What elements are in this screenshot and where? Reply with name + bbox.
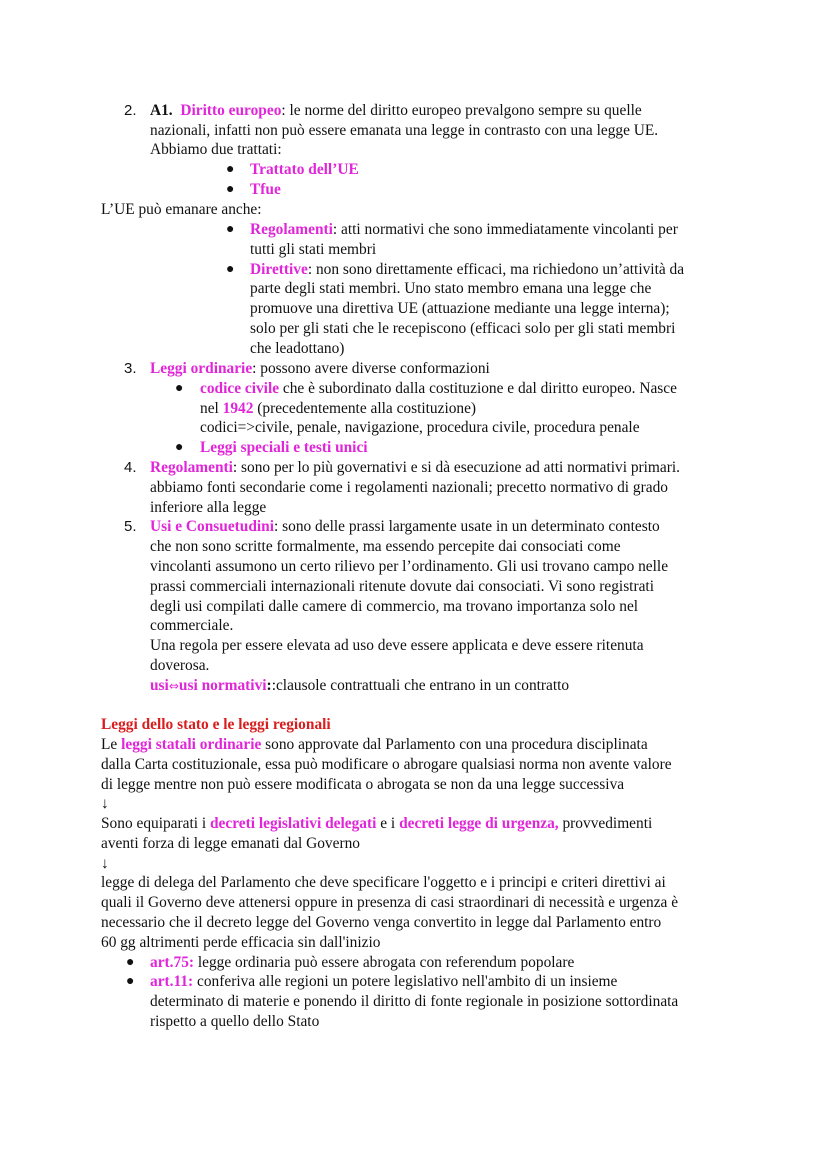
para-2-line-2: aventi forza di legge emanati dal Governo xyxy=(101,835,360,852)
para-2-line-1 xyxy=(101,814,652,834)
section-heading: Leggi dello stato e le leggi regionali xyxy=(101,716,331,733)
codice-civile-text: che è subordinato dalla costituzione e dal diritto europeo. Nasce xyxy=(279,380,677,397)
double-arrow-icon: ⇔ xyxy=(168,679,179,693)
item-4-line-3: inferiore alla legge xyxy=(150,499,267,516)
list-number-4: 4. xyxy=(124,459,137,476)
item-4-line-1 xyxy=(150,458,680,478)
down-arrow-icon: ↓ xyxy=(101,855,109,872)
term-art11: art.11: xyxy=(150,973,194,990)
regolamenti-ue-text: : atti normativi che sono immediatamente vincolanti per xyxy=(332,221,678,238)
list-number-3: 3. xyxy=(124,360,137,377)
codice-civile-prefix: nel xyxy=(200,400,223,417)
para-3-line-1: legge di delega del Parlamento che deve specificare l'oggetto e i principi e criteri direttivi ai xyxy=(101,874,666,891)
para-1-line-2: dalla Carta costituzionale, essa può modificare o abrogare qualsiasi norma non avente valore xyxy=(101,756,672,773)
bullet-icon: ● xyxy=(126,974,135,989)
list-number-5: 5. xyxy=(124,518,137,535)
bullet-icon: ● xyxy=(126,955,135,970)
item-5-text: : sono delle prassi largamente usate in un determinato contesto xyxy=(274,518,660,535)
direttive-line-3: promuove una direttiva UE (attuazione mediante una legge interna); xyxy=(250,300,670,317)
art75-line xyxy=(150,953,574,973)
item-5-line-6: commerciale. xyxy=(150,617,234,634)
bullet-icon: ● xyxy=(226,262,235,277)
term-usi: usi xyxy=(150,677,169,694)
bullet-icon: ● xyxy=(175,381,184,396)
term-decreti-legislativi: decreti legislativi delegati xyxy=(210,815,377,832)
item-5-line-4: prassi commerciali internazionali ritenute dovute dai consociati. Vi sono registrati xyxy=(150,578,654,595)
art11-line-1 xyxy=(150,972,617,992)
regolamenti-ue-line-1 xyxy=(250,220,678,240)
para-3-line-2: quali il Governo deve attenersi oppure in presenza di casi straordinari di necessità e urgenza è xyxy=(101,894,679,911)
term-art75: art.75: xyxy=(150,954,195,971)
codice-civile-line-1 xyxy=(200,379,677,399)
para-2-prefix: Sono equiparati i xyxy=(101,815,210,832)
item-5-line-7: Una regola per essere elevata ad uso deve essere applicata e deve essere ritenuta xyxy=(150,637,644,654)
usi-normativi-line xyxy=(150,676,569,697)
term-regolamenti-ue: Regolamenti xyxy=(250,221,333,238)
para-1-text: sono approvate dal Parlamento con una procedura disciplinata xyxy=(261,736,648,753)
bullet-icon: ● xyxy=(226,222,235,237)
bullet-icon: ● xyxy=(175,440,184,455)
para-1-line-1 xyxy=(101,735,648,755)
item-5-line-3: vincolanti assumono un certo rilievo per l’ordinamento. Gli usi trovano campo nelle xyxy=(150,558,669,575)
year-1942: 1942 xyxy=(222,400,254,417)
para-1-prefix: Le xyxy=(101,736,122,753)
term-diritto-europeo: Diritto europeo xyxy=(180,102,282,119)
item-2-line-2: nazionali, infatti non può essere emanata una legge in contrasto con una legge UE. xyxy=(150,122,659,139)
term-codice-civile: codice civile xyxy=(200,380,280,397)
item-5-line-1 xyxy=(150,517,660,537)
list-number-2: 2. xyxy=(124,102,137,119)
bullet-icon: ● xyxy=(226,182,235,197)
term-decreti-legge: decreti legge di urgenza, xyxy=(399,815,559,832)
ue-intro: L’UE può emanare anche: xyxy=(101,201,262,218)
treaty-item: Trattato dell’UE xyxy=(250,161,359,178)
item-5-line-8: doverosa. xyxy=(150,657,210,674)
codice-civile-line-3: codici=>civile, penale, navigazione, procedura civile, procedura penale xyxy=(200,419,640,436)
usi-normativi-text: :clausole contrattuali che entrano in un contratto xyxy=(271,677,570,694)
direttive-line-4: solo per gli stati che le recepiscono (efficaci solo per gli stati membri xyxy=(250,320,676,337)
term-usi-normativi: usi normativi xyxy=(178,677,267,694)
direttive-line-1 xyxy=(250,260,684,280)
art75-text: legge ordinaria può essere abrogata con referendum popolare xyxy=(194,954,575,971)
para-3-line-3: necessario che il decreto legge del Governo venga convertito in legge dal Parlamento entro xyxy=(101,914,662,931)
direttive-line-2: parte degli stati membri. Uno stato membro emana una legge che xyxy=(250,280,652,297)
term-regolamenti: Regolamenti xyxy=(150,459,233,476)
item-5-line-5: degli usi compilati dalle camere di commercio, ma trovano importanza solo nel xyxy=(150,598,639,615)
term-direttive: Direttive xyxy=(250,261,308,278)
para-1-line-3: di legge mentre non può essere modificata o abrogata se non da una legge successiva xyxy=(101,776,625,793)
bullet-icon: ● xyxy=(226,162,235,177)
leggi-speciali: Leggi speciali e testi unici xyxy=(200,439,368,456)
down-arrow-icon: ↓ xyxy=(101,795,109,812)
item-3-line-1 xyxy=(150,359,490,379)
term-leggi-ordinarie: Leggi ordinarie xyxy=(150,360,253,377)
item-2-line-3: Abbiamo due trattati: xyxy=(150,141,282,158)
treaty-item: Tfue xyxy=(250,181,281,198)
term-leggi-statali-ordinarie: leggi statali ordinarie xyxy=(121,736,262,753)
direttive-line-5: che leadottano) xyxy=(250,340,345,357)
para-2-text: provvedimenti xyxy=(558,815,653,832)
direttive-text: : non sono direttamente efficaci, ma richiedono un’attività da xyxy=(307,261,685,278)
item-2-line-1 xyxy=(150,101,642,121)
codice-civile-line-2 xyxy=(200,399,476,419)
item-2-code: A1. xyxy=(150,102,173,119)
art11-text: conferiva alle regioni un potere legislativo nell'ambito di un insieme xyxy=(193,973,618,990)
para-3-line-4: 60 gg altrimenti perde efficacia sin dall'inizio xyxy=(101,934,381,951)
term-usi-consuetudini: Usi e Consuetudini xyxy=(150,518,275,535)
art11-line-3: rispetto a quello dello Stato xyxy=(150,1013,320,1030)
para-2-conj: e i xyxy=(376,815,400,832)
item-5-line-2: che non sono scritte formalmente, ma essendo percepite dai consociati come xyxy=(150,538,621,555)
item-4-line-2: abbiamo fonti secondarie come i regolamenti nazionali; precetto normativo di grado xyxy=(150,479,668,496)
item-4-text: : sono per lo più governativi e si dà esecuzione ad atti normativi primari. xyxy=(232,459,680,476)
art11-line-2: determinato di materie e ponendo il diritto di fonte regionale in posizione sottordinata xyxy=(150,993,679,1010)
regolamenti-ue-line-2: tutti gli stati membri xyxy=(250,241,377,258)
item-2-text: : le norme del diritto europeo prevalgono sempre su quelle xyxy=(281,102,642,119)
item-3-text: : possono avere diverse conformazioni xyxy=(252,360,490,377)
usi-colon: : xyxy=(266,677,272,694)
codice-civile-suffix: (precedentemente alla costituzione) xyxy=(253,400,477,417)
